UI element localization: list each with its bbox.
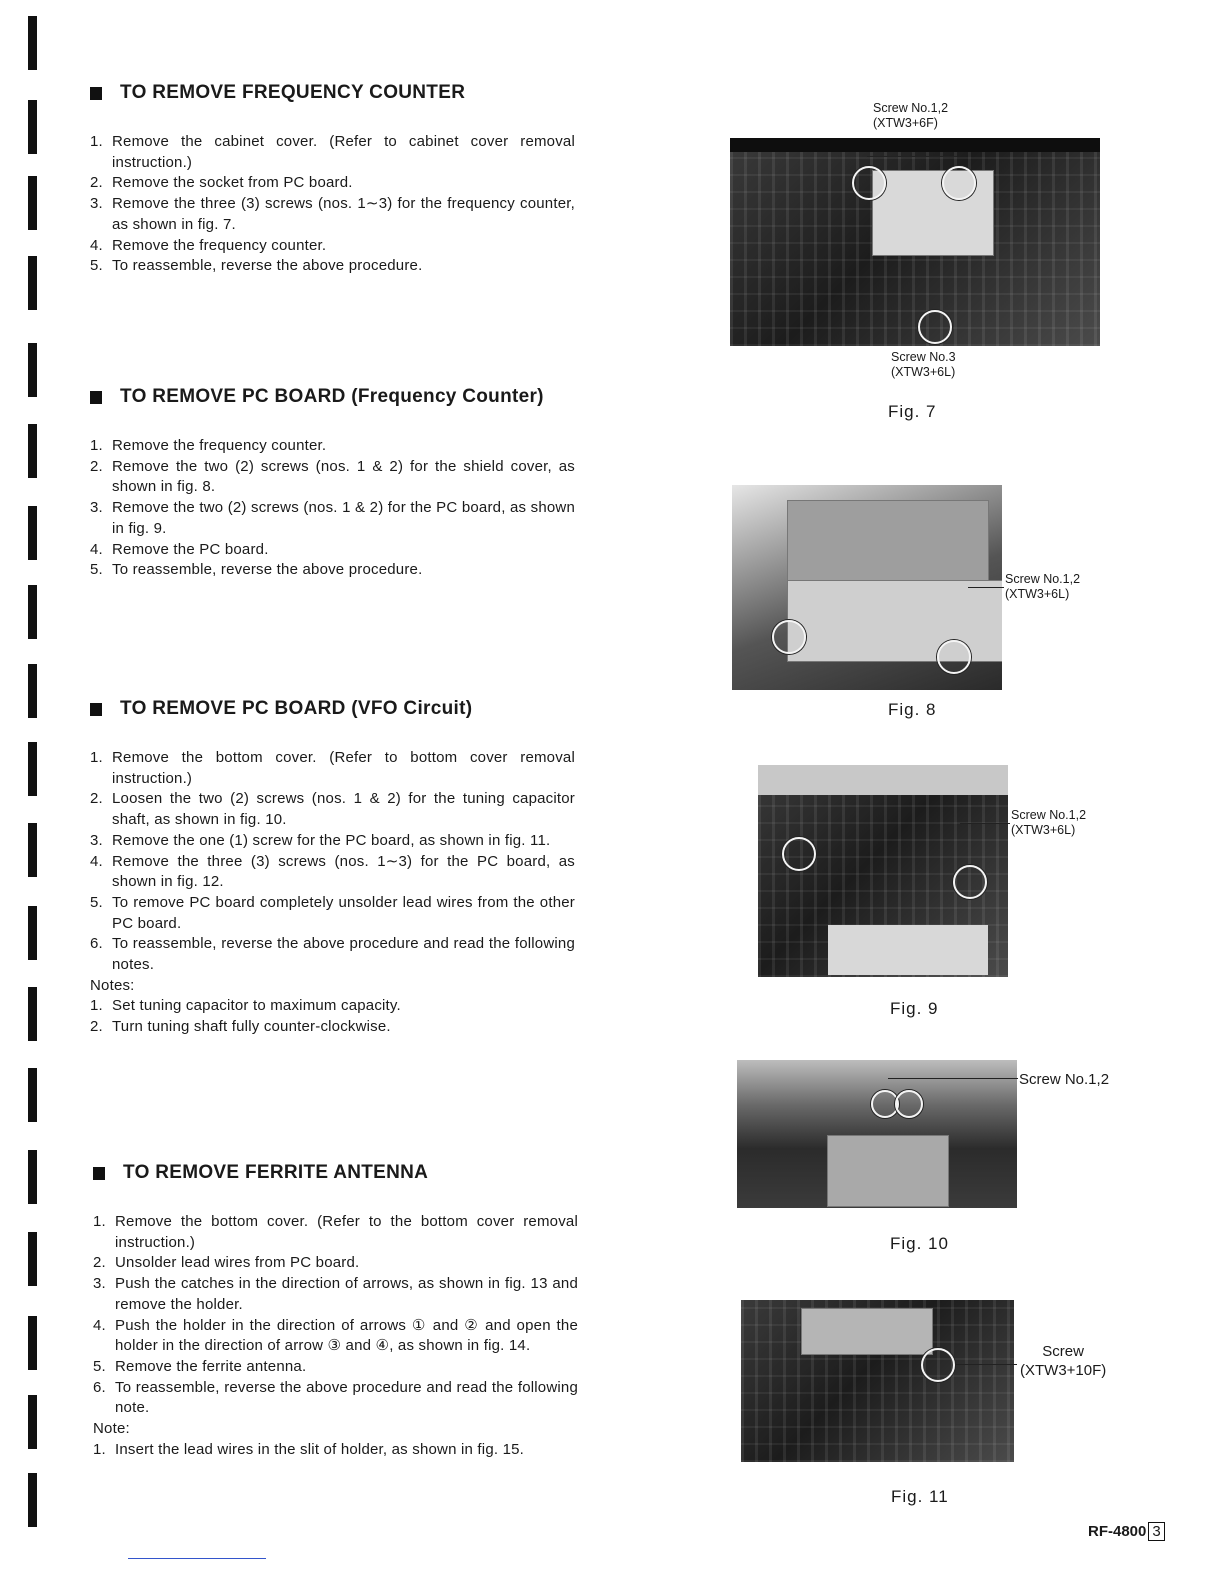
step-item: 4. Remove the frequency counter. (90, 236, 327, 254)
section-remove-ferrite-antenna (93, 1162, 578, 1460)
section-heading: TO REMOVE PC BOARD (Frequency Counter) (90, 386, 575, 408)
page-number: 3 (1148, 1522, 1164, 1541)
edge-mark (28, 1316, 37, 1370)
edge-mark (28, 1232, 37, 1286)
leader-line (955, 1364, 1017, 1365)
step-item: 4. Push the holder in the direction of arrows ① and ② and open the holder in the direction of arrow ③ and ④, as shown in fig. 14. (93, 1316, 578, 1355)
leader-line (968, 587, 1004, 588)
screw-marker-icon (953, 865, 987, 899)
fig8-caption: Fig. 8 (888, 700, 937, 719)
square-bullet-icon (93, 1167, 105, 1180)
step-list (90, 748, 575, 976)
step-item: 5. To reassemble, reverse the above procedure. (90, 257, 423, 275)
screw-marker-icon (772, 620, 806, 654)
fig11-caption: Fig. 11 (891, 1487, 949, 1506)
step-item: 4. Remove the three (3) screws (nos. 1∼3) for the PC board, as shown in fig. 12. (90, 852, 575, 891)
step-item: 5. Remove the ferrite antenna. (93, 1357, 307, 1375)
step-item: 2. Remove the two (2) screws (nos. 1 & 2) for the shield cover, as shown in fig. 8. (90, 457, 575, 496)
step-list (93, 1212, 578, 1419)
edge-mark (28, 1473, 37, 1527)
shield-cover (801, 1308, 933, 1355)
screw-marker-icon (921, 1348, 955, 1382)
step-item: 3. Push the catches in the direction of arrows, as shown in fig. 13 and remove the holder. (93, 1275, 578, 1313)
section-remove-frequency-counter (90, 82, 575, 277)
section-heading: TO REMOVE FREQUENCY COUNTER (90, 82, 575, 104)
step-item: 6. To reassemble, reverse the above procedure and read the following note. (93, 1378, 578, 1417)
screw-marker-icon (937, 640, 971, 674)
leader-line (960, 823, 1010, 824)
edge-mark (28, 424, 37, 478)
step-item: 1. Remove the cabinet cover. (Refer to cabinet cover removal instruction.) (90, 133, 575, 171)
fig11-photo (741, 1300, 1014, 1462)
step-list (90, 132, 575, 277)
fig9-photo (758, 765, 1008, 977)
divider (128, 1558, 266, 1559)
shield-cover (787, 500, 989, 582)
step-item: 3. Remove the one (1) screw for the PC board, as shown in fig. 11. (90, 831, 551, 849)
fig7-top-label: Screw No.1,2 (XTW3+6F) (873, 101, 949, 130)
shield-cover (827, 1135, 949, 1207)
notes-label: Notes: (90, 976, 135, 994)
note-item: 1. Insert the lead wires in the slit of holder, as shown in fig. 15. (93, 1440, 525, 1458)
square-bullet-icon (90, 391, 102, 404)
leader-line (888, 1078, 1018, 1079)
step-item: 2. Loosen the two (2) screws (nos. 1 & 2) for the tuning capacitor shaft, as shown in fig. 10. (90, 790, 575, 829)
edge-mark (28, 506, 37, 560)
edge-mark (28, 1150, 37, 1204)
section-heading: TO REMOVE PC BOARD (VFO Circuit) (90, 698, 575, 720)
step-item: 2. Remove the socket from PC board. (90, 174, 353, 192)
screw-marker-icon (895, 1090, 923, 1118)
notes-label: Note: (93, 1420, 130, 1438)
screw-marker-icon (852, 166, 886, 200)
edge-mark (28, 176, 37, 230)
step-item: 2. Unsolder lead wires from PC board. (93, 1254, 360, 1272)
edge-mark (28, 585, 37, 639)
fig9-label: Screw No.1,2 (XTW3+6L) (1011, 808, 1087, 837)
edge-mark (28, 742, 37, 796)
edge-mark (28, 823, 37, 877)
note-item: 2. Turn tuning shaft fully counter-clockwise. (90, 1018, 391, 1036)
edge-mark (28, 100, 37, 154)
fig11-label: Screw (XTW3+10F) (1020, 1343, 1107, 1379)
screw-marker-icon (942, 166, 976, 200)
step-item: 1. Remove the frequency counter. (90, 437, 327, 454)
fig8-label: Screw No.1,2 (XTW3+6L) (1005, 572, 1081, 601)
edge-mark (28, 1395, 37, 1449)
step-item: 5. To remove PC board completely unsolder lead wires from the other PC board. (90, 893, 575, 932)
square-bullet-icon (90, 87, 102, 100)
section-remove-pc-board-vfo (90, 698, 575, 1038)
step-item: 3. Remove the three (3) screws (nos. 1∼3) for the frequency counter, as shown in fig. 7. (90, 195, 575, 233)
fig10-caption: Fig. 10 (890, 1234, 949, 1253)
screw-marker-icon (782, 837, 816, 871)
edge-mark (28, 906, 37, 960)
edge-mark (28, 1068, 37, 1122)
edge-mark (28, 16, 37, 70)
edge-mark (28, 343, 37, 397)
notes-list (93, 1440, 578, 1461)
fig7-photo (730, 138, 1100, 346)
step-item: 5. To reassemble, reverse the above procedure. (90, 561, 423, 579)
step-item: 1. Remove the bottom cover. (Refer to the bottom cover removal instruction.) (93, 1213, 578, 1251)
step-item: 1. Remove the bottom cover. (Refer to bottom cover removal instruction.) (90, 749, 575, 787)
step-item: 6. To reassemble, reverse the above procedure and read the following notes. (90, 935, 575, 974)
leader-line (867, 156, 957, 157)
section-remove-pc-board-frequency-counter (90, 386, 575, 581)
fig10-label: Screw No.1,2 (1019, 1071, 1110, 1088)
fig7-caption: Fig. 7 (888, 402, 937, 421)
note-item: 1. Set tuning capacitor to maximum capacity. (90, 997, 401, 1015)
section-heading: TO REMOVE FERRITE ANTENNA (93, 1162, 578, 1184)
fig10-photo (737, 1060, 1017, 1208)
step-item: 3. Remove the two (2) screws (nos. 1 & 2) for the PC board, as shown in fig. 9. (90, 499, 575, 537)
fig9-caption: Fig. 9 (890, 999, 939, 1018)
edge-mark (28, 987, 37, 1041)
edge-mark (28, 256, 37, 310)
step-list (90, 436, 575, 581)
fig8-photo (732, 485, 1002, 690)
edge-mark (28, 664, 37, 718)
model-page-number: RF-4800 3 (1088, 1522, 1165, 1541)
screw-marker-icon (918, 310, 952, 344)
fig7-bottom-label: Screw No.3 (XTW3+6L) (891, 350, 956, 379)
step-item: 4. Remove the PC board. (90, 540, 269, 558)
notes-list (90, 996, 575, 1037)
square-bullet-icon (90, 703, 102, 716)
